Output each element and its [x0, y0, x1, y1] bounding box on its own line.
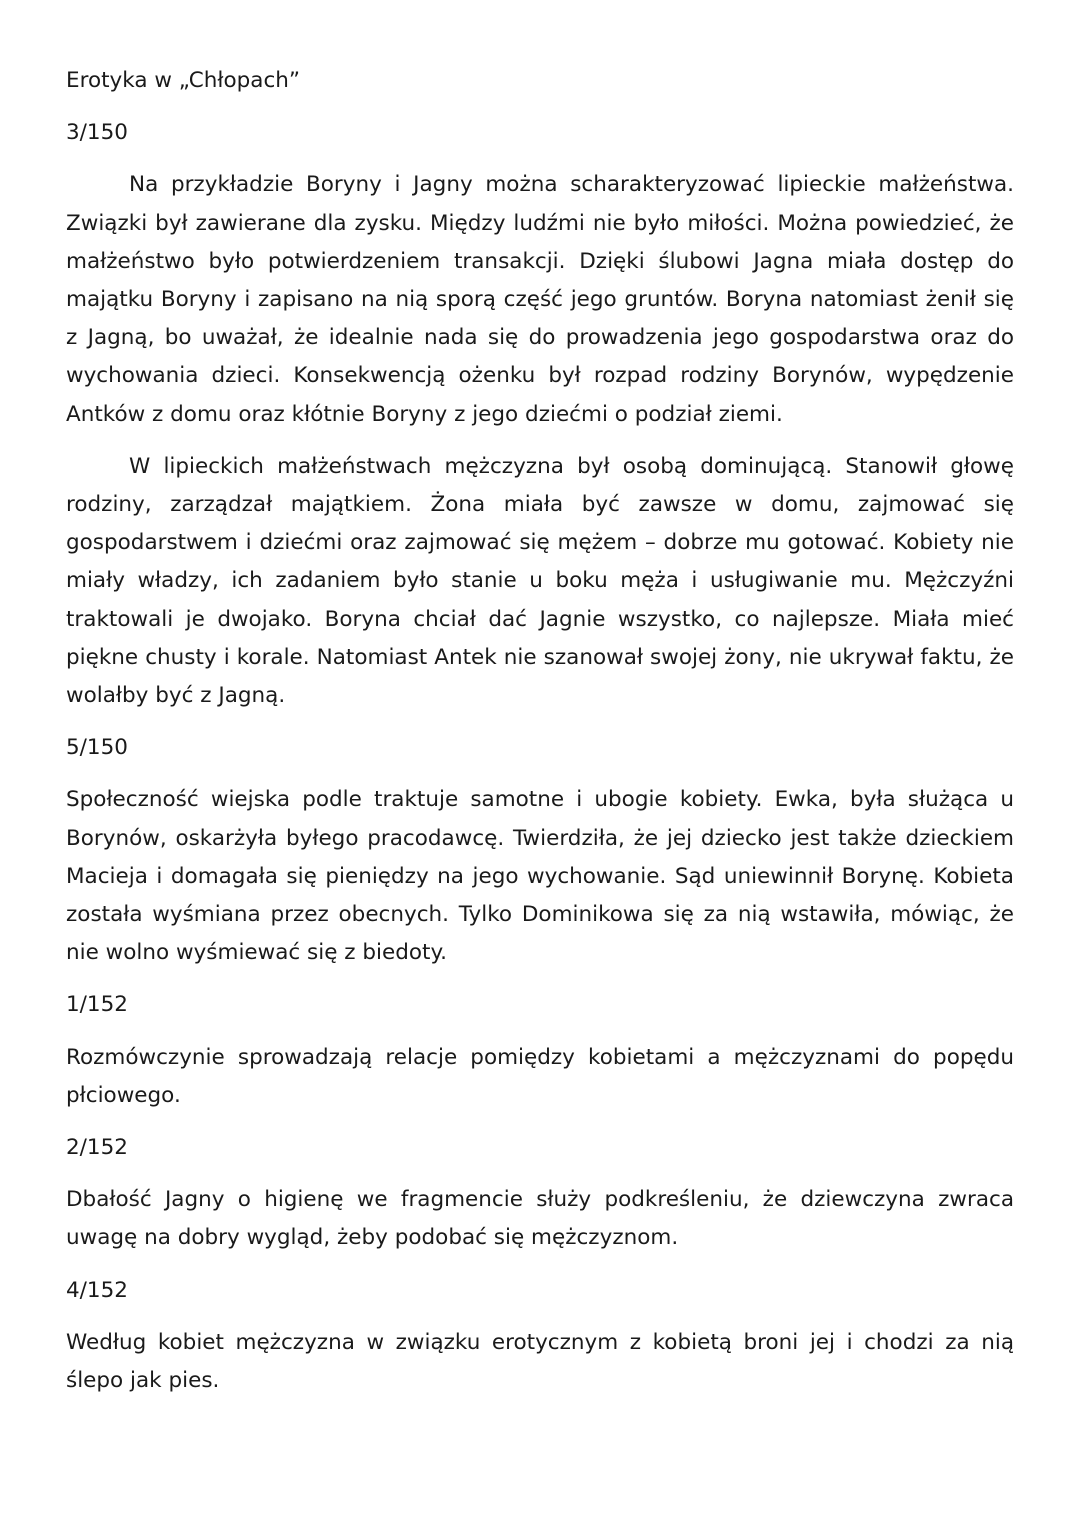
section-3-150 — [66, 114, 1014, 715]
section-1-152 — [66, 986, 1014, 1115]
section-label: 2/152 — [66, 1135, 128, 1161]
paragraph: Społeczność wiejska podle traktuje samotne i ubogie kobiety. Ewka, była służąca u Borynów, oskarżyła byłego pracodawcę. Twierdziła, że jej dziecko jest także dzieckiem Macieja i domagała się pieniędzy na jego wychowanie. Sąd uniewinnił Borynę. Kobieta została wyśmiana przez obecnych. Tylko Dominikowa się za nią wstawiła, mówiąc, że nie wolno wyśmiewać się z biedoty. — [66, 787, 1014, 966]
paragraph: Według kobiet mężczyzna w związku erotycznym z kobietą broni jej i chodzi za nią ślepo jak pies. — [66, 1329, 1014, 1394]
section-2-152 — [66, 1129, 1014, 1258]
paragraph: Dbałość Jagny o higienę we fragmencie służy podkreśleniu, że dziewczyna zwraca uwagę na dobry wygląd, żeby podobać się mężczyznom. — [66, 1187, 1014, 1251]
paragraph: Na przykładzie Boryny i Jagny można scharakteryzować lipieckie małżeństwa. Związki był zawierane dla zysku. Między ludźmi nie było miłości. Można powiedzieć, że małżeństwo było potwierdzeniem transakcji. Dzięki ślubowi Jagna miała dostęp do majątku Boryny i zapisano na nią sporą część jego gruntów. Boryna natomiast żenił się z Jagną, bo uważał, że idealnie nada się do prowadzenia jego gospodarstwa oraz do wychowania dzieci. Konsekwencją ożenku był rozpad rodziny Borynów, wypędzenie Antków z domu oraz kłótnie Boryny z jego dziećmi o podział ziemi. — [66, 172, 1014, 427]
section-label: 3/150 — [66, 120, 128, 146]
section-label: 1/152 — [66, 992, 128, 1018]
section-label: 4/152 — [66, 1277, 128, 1303]
document-page — [66, 62, 1014, 1414]
paragraph: Rozmówczynie sprowadzają relacje pomiędzy kobietami a mężczyznami do popędu płciowego. — [66, 1044, 1014, 1108]
paragraph: W lipieckich małżeństwach mężczyzna był osobą dominującą. Stanowił głowę rodziny, zarządzał majątkiem. Żona miała być zawsze w domu, zajmować się gospodarstwem i dziećmi oraz zajmować się mężem – dobrze mu gotować. Kobiety nie miały władzy, ich zadaniem było stanie u boku męża i usługiwanie mu. Mężczyźni traktowali je dwojako. Boryna chciał dać Jagnie wszystko, co najlepsze. Miała mieć piękne chusty i korale. Natomiast Antek nie szanował swojej żony, nie ukrywał faktu, że wolałby być z Jagną. — [66, 453, 1014, 709]
section-label: 5/150 — [66, 735, 128, 761]
section-4-152 — [66, 1272, 1014, 1401]
document-title: Erotyka w „Chłopach” — [66, 68, 301, 93]
section-5-150 — [66, 729, 1014, 972]
